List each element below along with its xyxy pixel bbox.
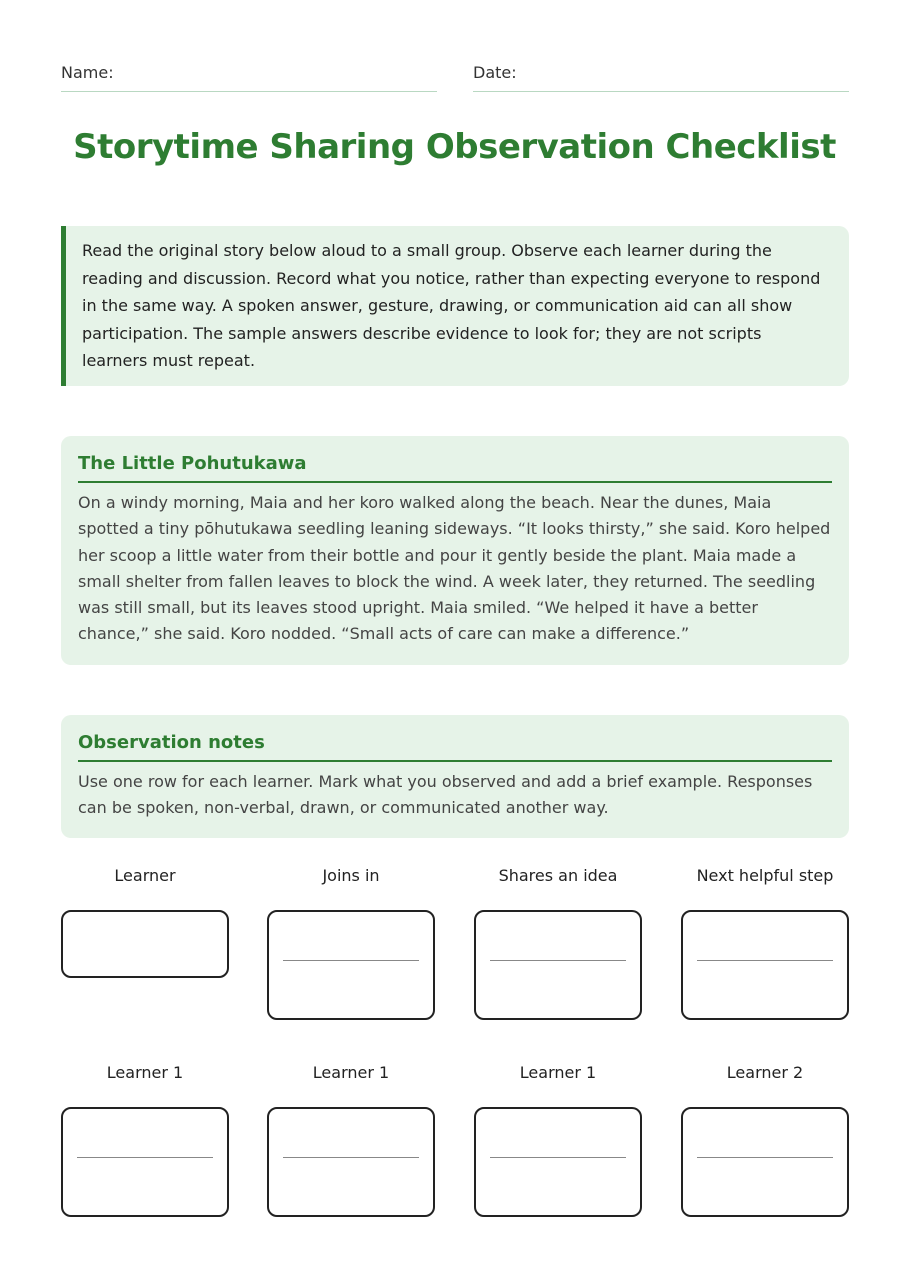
joins-in-box[interactable] bbox=[267, 910, 435, 1020]
story-panel bbox=[61, 436, 849, 665]
story-text: On a windy morning, Maia and her koro walked along the beach. Near the dunes, Maia spotted a tiny pōhutukawa seedling leaning sideways. “It looks thirsty,” she said. Koro helped her scoop a little water from their bottle and pour it gently beside the plant. Maia made a small shelter from fallen leaves to block the wind. A week later, they returned. The seedling was still small, but its leaves stood upright. Maia smiled. “We helped it have a better chance,” she said. Koro nodded. “Small acts of care can make a difference.” bbox=[78, 493, 831, 644]
page-title: Storytime Sharing Observation Checklist bbox=[73, 127, 836, 167]
row-label-3: Learner 1 bbox=[519, 1063, 597, 1082]
row-label-1: Learner 1 bbox=[106, 1063, 184, 1082]
column-header-shares-idea: Shares an idea bbox=[498, 866, 618, 885]
writing-line bbox=[490, 960, 626, 961]
observation-notes-panel bbox=[61, 715, 849, 838]
writing-line bbox=[697, 1157, 833, 1158]
column-header-joins-in: Joins in bbox=[322, 866, 380, 885]
learner-1-joins-box[interactable] bbox=[267, 1107, 435, 1217]
row-label-4: Learner 2 bbox=[726, 1063, 804, 1082]
learner-1-box[interactable] bbox=[61, 1107, 229, 1217]
header-fields bbox=[61, 62, 849, 92]
writing-line bbox=[77, 1157, 213, 1158]
learner-name-box[interactable] bbox=[61, 910, 229, 978]
observation-title: Observation notes bbox=[78, 732, 832, 762]
next-step-box[interactable] bbox=[681, 910, 849, 1020]
observation-text: Use one row for each learner. Mark what you observed and add a brief example. Responses can be spoken, non-verbal, drawn, or communicated another way. bbox=[78, 772, 813, 818]
date-label: Date: bbox=[473, 63, 517, 82]
writing-line bbox=[283, 1157, 419, 1158]
name-label: Name: bbox=[61, 63, 114, 82]
name-field[interactable] bbox=[61, 62, 437, 92]
shares-idea-box[interactable] bbox=[474, 910, 642, 1020]
column-header-learner: Learner bbox=[114, 866, 176, 885]
column-header-next-step: Next helpful step bbox=[696, 866, 834, 885]
writing-line bbox=[283, 960, 419, 961]
writing-line bbox=[697, 960, 833, 961]
learner-2-step-box[interactable] bbox=[681, 1107, 849, 1217]
learner-1-idea-box[interactable] bbox=[474, 1107, 642, 1217]
date-field[interactable] bbox=[473, 62, 849, 92]
instructions-callout: Read the original story below aloud to a small group. Observe each learner during the reading and discussion. Record what you notice, rather than expecting everyone to respond in the same way. A spoken answer, gesture, drawing, or communication aid can all show participation. The sample answers describe evidence to look for; they are not scripts learners must repeat. bbox=[61, 226, 849, 386]
story-title: The Little Pohutukawa bbox=[78, 453, 832, 483]
writing-line bbox=[490, 1157, 626, 1158]
row-label-2: Learner 1 bbox=[312, 1063, 390, 1082]
